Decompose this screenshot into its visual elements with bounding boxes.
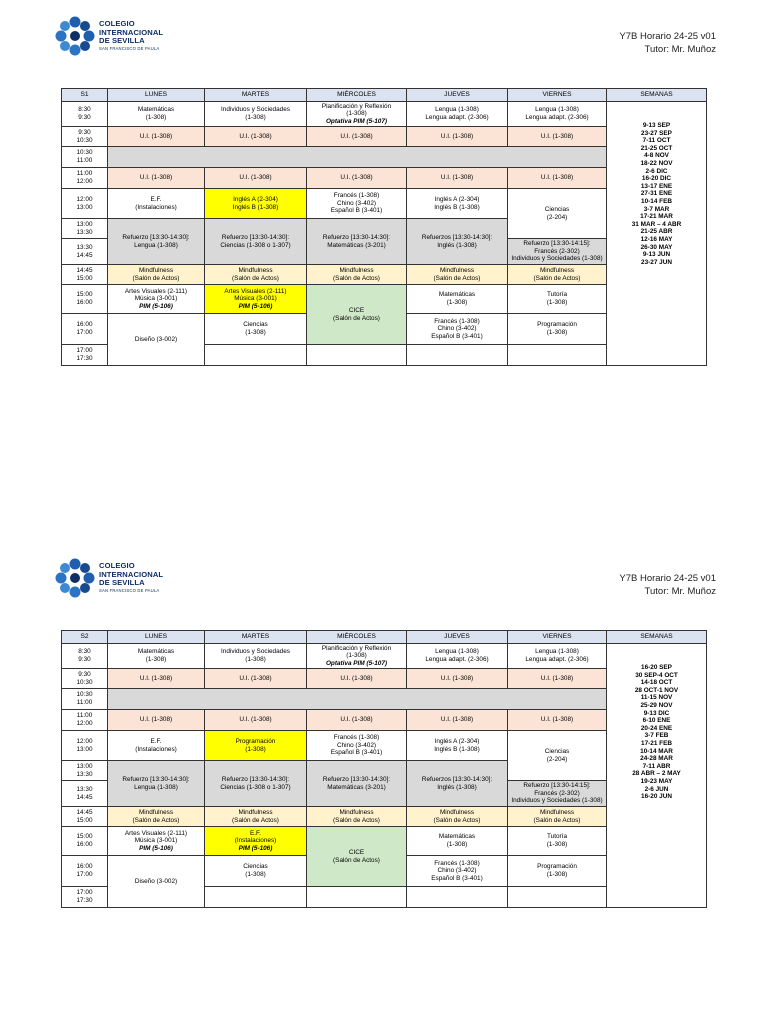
day-header-martes: MARTES [205, 631, 307, 644]
class-cell: U.I. (1-308) [407, 127, 508, 147]
class-cell: Mindfulness (Salón de Actos) [205, 265, 307, 285]
class-cell: Programación (1-308) [508, 856, 607, 887]
class-cell: Matemáticas (1-308) [407, 827, 508, 856]
class-cell: Francés (1-308) Chino (3-402) Español B (3-401) [307, 731, 407, 761]
class-cell: Ciencias (2-204) [508, 731, 607, 781]
week-range: 6-10 ENE [642, 717, 671, 725]
class-cell [205, 345, 307, 366]
class-cell: U.I. (1-308) [508, 710, 607, 731]
time-cell: 11:00 12:00 [62, 710, 108, 731]
class-cell: Refuerzo [13:30-14:30]: Lengua (1-308) [108, 219, 205, 265]
time-cell: 16:00 17:00 [62, 314, 108, 345]
time-cell: 13:30 14:45 [62, 239, 108, 265]
weeks-list [607, 644, 707, 908]
school-logo [55, 558, 175, 600]
day-header-martes: MARTES [205, 89, 307, 102]
class-cell: Matemáticas (1-308) [407, 285, 508, 314]
class-cell [307, 345, 407, 366]
flower-logo-icon [55, 558, 95, 598]
week-range: 19-23 MAY [640, 777, 673, 785]
class-cell: Tutoría (1-308) [508, 285, 607, 314]
week-range: 16-20 DIC [641, 175, 672, 183]
class-cell: Diseño (3-002) [108, 314, 205, 366]
class-cell: Francés (1-308) Chino (3-402) Español B (3-401) [307, 189, 407, 219]
week-range: 11-15 NOV [640, 694, 673, 702]
week-range: 27-31 ENE [640, 190, 673, 198]
week-range: 28 OCT-1 NOV [634, 686, 679, 694]
class-cell: Ciencias (1-308) [205, 314, 307, 345]
week-range: 16-20 JUN [641, 793, 672, 801]
class-cell: Francés (1-308) Chino (3-402) Español B (3-401) [407, 856, 508, 887]
schedule-label: S1 [62, 89, 108, 102]
class-cell: Refuerzo [13:30-14:30]: Ciencias (1-308 o 1-307) [205, 761, 307, 807]
class-cell: U.I. (1-308) [407, 168, 508, 189]
time-cell: 9:30 10:30 [62, 127, 108, 147]
time-cell: 15:00 16:00 [62, 827, 108, 856]
schedule-table [61, 88, 707, 366]
class-cell: CICE (Salón de Actos) [307, 285, 407, 345]
class-cell: Planificación y Reflexión (1-308) Optativa PIM (5-107) [307, 644, 407, 669]
class-cell: U.I. (1-308) [205, 669, 307, 689]
time-cell: 14:45 15:00 [62, 265, 108, 285]
school-logo [55, 16, 175, 58]
weeks-list [607, 102, 707, 366]
class-cell: E.F. (Instalaciones) [108, 731, 205, 761]
header-row [62, 631, 707, 644]
time-cell: 9:30 10:30 [62, 669, 108, 689]
class-cell: Lengua (1-308) Lengua adapt. (2-306) [508, 102, 607, 127]
class-cell: Tutoría (1-308) [508, 827, 607, 856]
class-cell: Refuerzo [13:30-14:30]: Ciencias (1-308 o 1-307) [205, 219, 307, 265]
class-cell: Individuos y Sociedades (1-308) [205, 102, 307, 127]
class-cell: Matemáticas (1-308) [108, 102, 205, 127]
week-range: 13-17 ENE [640, 182, 673, 190]
class-cell: Programación (1-308) [205, 731, 307, 761]
class-cell: Artes Visuales (2-111) Música (3-001) PIM (5-106) [205, 285, 307, 314]
class-cell: Artes Visuales (2-111) Música (3-001) PIM (5-106) [108, 285, 205, 314]
class-cell [205, 887, 307, 908]
class-cell: U.I. (1-308) [407, 669, 508, 689]
class-cell: Mindfulness (Salón de Actos) [508, 807, 607, 827]
class-cell: Individuos y Sociedades (1-308) [205, 644, 307, 669]
class-cell [407, 345, 508, 366]
time-cell: 11:00 12:00 [62, 168, 108, 189]
class-cell: Ciencias (2-204) [508, 189, 607, 239]
week-range: 17-21 MAR [640, 213, 673, 221]
class-cell: U.I. (1-308) [205, 710, 307, 731]
logo-text: COLEGIO INTERNACIONAL DE SEVILLA [99, 561, 164, 588]
class-cell: E.F. (Instalaciones) PIM (5-106) [205, 827, 307, 856]
week-range: 7-11 ABR [642, 762, 671, 770]
day-header-jueves: JUEVES [407, 89, 508, 102]
class-cell: U.I. (1-308) [508, 168, 607, 189]
class-cell: Francés (1-308) Chino (3-402) Español B (3-401) [407, 314, 508, 345]
flower-logo-icon [55, 16, 95, 56]
class-cell: Lengua (1-308) Lengua adapt. (2-306) [407, 102, 508, 127]
class-cell: U.I. (1-308) [508, 669, 607, 689]
week-range: 9-13 SEP [642, 122, 671, 129]
day-header-lunes: LUNES [108, 89, 205, 102]
class-cell [508, 887, 607, 908]
week-range: 23-27 JUN [641, 258, 672, 266]
time-cell: 8:30 9:30 [62, 644, 108, 669]
class-cell: Mindfulness (Salón de Actos) [407, 807, 508, 827]
break-cell [108, 689, 607, 710]
week-range: 14-18 OCT [640, 679, 673, 687]
class-cell: U.I. (1-308) [307, 168, 407, 189]
class-cell: Mindfulness (Salón de Actos) [508, 265, 607, 285]
class-cell: Inglés A (2-304) Inglés B (1-308) [407, 731, 508, 761]
class-cell: E.F. (Instalaciones) [108, 189, 205, 219]
day-header-viernes: VIERNES [508, 631, 607, 644]
class-cell: Refuerzos [13:30-14:30]: Inglés (1-308) [407, 219, 508, 265]
week-range: 21-25 ABR [640, 228, 673, 236]
week-range: 30 SEP-4 OCT [635, 671, 678, 679]
day-header-miercoles: MIÉRCOLES [307, 89, 407, 102]
time-cell: 12:00 13:00 [62, 731, 108, 761]
class-cell: Mindfulness (Salón de Actos) [108, 265, 205, 285]
time-cell: 10:30 11:00 [62, 689, 108, 710]
class-cell: Diseño (3-002) [108, 856, 205, 908]
logo-text: COLEGIO INTERNACIONAL DE SEVILLA [99, 19, 164, 46]
class-cell: Mindfulness (Salón de Actos) [307, 807, 407, 827]
week-range: 17-21 FEB [641, 739, 672, 747]
class-cell: U.I. (1-308) [108, 710, 205, 731]
class-cell: Mindfulness (Salón de Actos) [307, 265, 407, 285]
week-range: 3-7 MAR [643, 205, 670, 213]
class-cell: Refuerzo [13:30-14:15]: Francés (2-302) Individuos y Sociedades (1-308) [508, 239, 607, 265]
class-cell: U.I. (1-308) [108, 127, 205, 147]
time-cell: 13:00 13:30 [62, 219, 108, 239]
header-row [62, 89, 707, 102]
class-cell: Inglés A (2-304) Inglés B (1-308) [205, 189, 307, 219]
week-range: 10-14 FEB [641, 197, 672, 205]
semanas-header: SEMANAS [607, 89, 707, 102]
semanas-header: SEMANAS [607, 631, 707, 644]
time-cell: 16:00 17:00 [62, 856, 108, 887]
week-range: 3-7 FEB [644, 732, 669, 740]
header-info [619, 572, 716, 598]
week-range: 12-16 MAY [640, 235, 673, 243]
header-info [619, 30, 716, 56]
week-range: 21-25 OCT [640, 144, 673, 152]
week-range: 31 MAR – 4 ABR [631, 220, 682, 228]
week-range: 4-8 NOV [644, 152, 669, 160]
schedule-title: Y7B Horario 24-25 v01 [619, 573, 716, 584]
class-cell: Refuerzo [13:30-14:30]: Lengua (1-308) [108, 761, 205, 807]
break-cell [108, 147, 607, 168]
class-cell: Mindfulness (Salón de Actos) [205, 807, 307, 827]
time-cell: 15:00 16:00 [62, 285, 108, 314]
week-range: 24-28 MAR [640, 755, 673, 763]
class-cell: U.I. (1-308) [205, 127, 307, 147]
week-range: 23-27 SEP [641, 129, 672, 137]
class-cell: U.I. (1-308) [508, 127, 607, 147]
table-row [62, 102, 707, 127]
class-cell: Ciencias (1-308) [205, 856, 307, 887]
class-cell: Programación (1-308) [508, 314, 607, 345]
class-cell: Refuerzo [13:30-14:30]: Matemáticas (3-201) [307, 761, 407, 807]
class-cell: CICE (Salón de Actos) [307, 827, 407, 887]
schedule-table [61, 630, 707, 908]
class-cell: Lengua (1-308) Lengua adapt. (2-306) [407, 644, 508, 669]
week-range: 10-14 MAR [640, 747, 673, 755]
week-range: 25-29 NOV [640, 701, 673, 709]
class-cell: U.I. (1-308) [307, 669, 407, 689]
class-cell: Refuerzos [13:30-14:30]: Inglés (1-308) [407, 761, 508, 807]
time-cell: 13:30 14:45 [62, 781, 108, 807]
week-range: 9-13 DIC [643, 709, 670, 717]
week-range: 2-6 DIC [645, 167, 668, 175]
class-cell: Mindfulness (Salón de Actos) [407, 265, 508, 285]
class-cell: Refuerzo [13:30-14:30]: Matemáticas (3-201) [307, 219, 407, 265]
week-range: 18-22 NOV [640, 159, 673, 167]
tutor-name: Tutor: Mr. Muñoz [644, 44, 716, 55]
week-range: 20-24 ENE [640, 724, 673, 732]
class-cell: U.I. (1-308) [307, 710, 407, 731]
time-cell: 8:30 9:30 [62, 102, 108, 127]
class-cell: U.I. (1-308) [108, 168, 205, 189]
class-cell: Refuerzo [13:30-14:15]: Francés (2-302) Individuos y Sociedades (1-308) [508, 781, 607, 807]
logo-subtitle: SAN FRANCISCO DE PAULA [99, 588, 160, 593]
week-range: 26-30 MAY [640, 243, 673, 251]
class-cell: U.I. (1-308) [407, 710, 508, 731]
class-cell: U.I. (1-308) [205, 168, 307, 189]
schedule-label: S2 [62, 631, 108, 644]
day-header-miercoles: MIÉRCOLES [307, 631, 407, 644]
class-cell: Lengua (1-308) Lengua adapt. (2-306) [508, 644, 607, 669]
day-header-viernes: VIERNES [508, 89, 607, 102]
day-header-lunes: LUNES [108, 631, 205, 644]
week-range: 9-13 JUN [642, 251, 671, 259]
time-cell: 17:00 17:30 [62, 887, 108, 908]
schedule-title: Y7B Horario 24-25 v01 [619, 31, 716, 42]
week-range: 2-6 JUN [644, 785, 669, 793]
week-range: 16-20 SEP [641, 664, 672, 671]
class-cell: U.I. (1-308) [307, 127, 407, 147]
class-cell: U.I. (1-308) [108, 669, 205, 689]
time-cell: 14:45 15:00 [62, 807, 108, 827]
week-range: 7-11 OCT [642, 137, 671, 145]
class-cell: Inglés A (2-304) Inglés B (1-308) [407, 189, 508, 219]
day-header-jueves: JUEVES [407, 631, 508, 644]
class-cell [407, 887, 508, 908]
class-cell: Matemáticas (1-308) [108, 644, 205, 669]
class-cell: Planificación y Reflexión (1-308) Optativa PIM (5-107) [307, 102, 407, 127]
time-cell: 17:00 17:30 [62, 345, 108, 366]
time-cell: 10:30 11:00 [62, 147, 108, 168]
class-cell [508, 345, 607, 366]
time-cell: 12:00 13:00 [62, 189, 108, 219]
class-cell: Mindfulness (Salón de Actos) [108, 807, 205, 827]
tutor-name: Tutor: Mr. Muñoz [644, 586, 716, 597]
class-cell [307, 887, 407, 908]
time-cell: 13:00 13:30 [62, 761, 108, 781]
week-range: 28 ABR – 2 MAY [632, 770, 681, 778]
logo-subtitle: SAN FRANCISCO DE PAULA [99, 46, 160, 51]
table-row [62, 644, 707, 669]
class-cell: Artes Visuales (2-111) Música (3-001) PIM (5-106) [108, 827, 205, 856]
